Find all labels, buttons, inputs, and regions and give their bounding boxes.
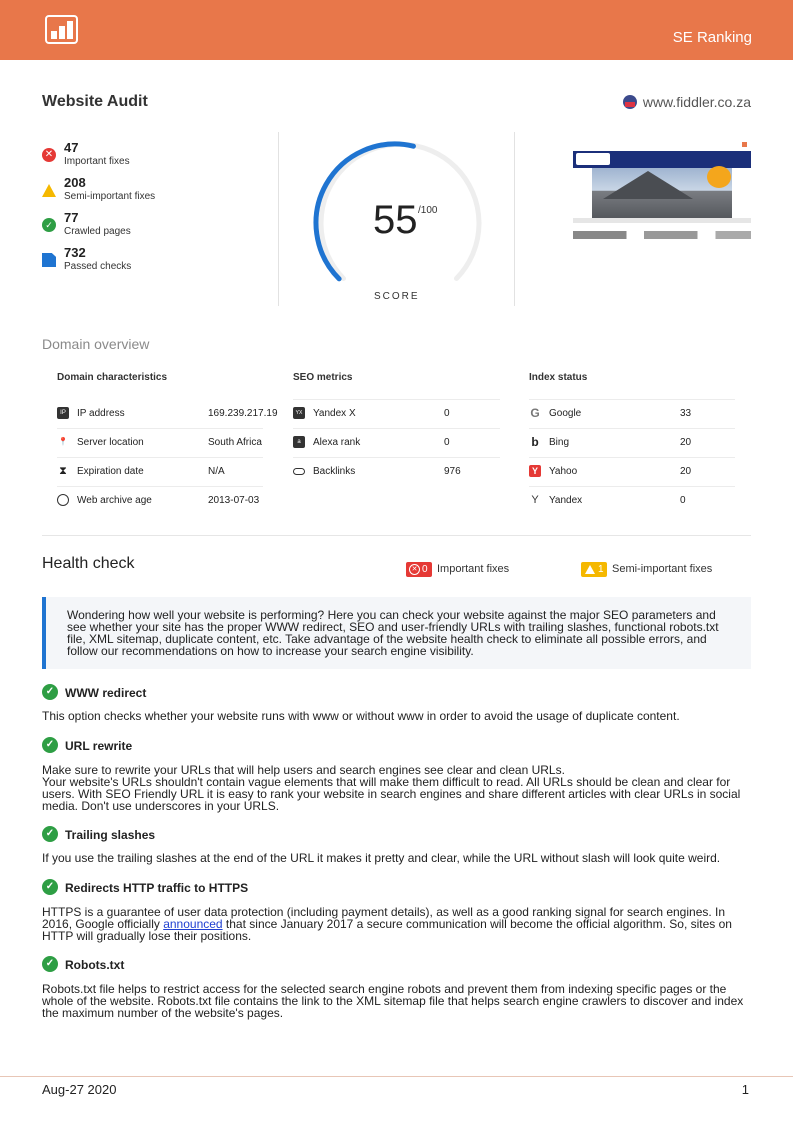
check-description: If you use the trailing slashes at the end of the URL it makes it pretty and clear, while the URL without slash will look quite weird. (42, 851, 721, 865)
index-row-google (529, 399, 735, 428)
check-trailing-slashes (42, 826, 751, 864)
stat-label: Crawled pages (64, 226, 131, 237)
score-label: SCORE (374, 291, 420, 302)
stat-value: 732 (64, 245, 86, 260)
check-description-more: Your website's URLs shouldn't contain vague elements that will make them difficult to read. All URLs should be clean and clear for users. With SEO Friendly URL it is easy to rank your website in search engines and share different articles with clear URLs in social media. Don't use underscores in your URLS. (42, 775, 741, 813)
row-key: Yandex X (313, 408, 356, 419)
stat-value: 208 (64, 175, 86, 190)
check-icon: ✓ (42, 684, 58, 700)
row-value: 0 (444, 437, 450, 448)
check-https-redirect (42, 879, 751, 942)
check-www-redirect (42, 684, 751, 722)
row-key: Alexa rank (313, 437, 361, 448)
stat-label: Semi-important fixes (64, 191, 156, 202)
thumbnail-logo (576, 153, 610, 165)
brand-name: SE Ranking (672, 29, 752, 46)
check-icon: ✓ (42, 879, 58, 895)
domain-row-expiration (57, 457, 263, 486)
thumbnail-roof (603, 171, 693, 199)
domain-row-ip (57, 399, 278, 428)
row-key: Expiration date (77, 466, 144, 477)
row-value: 976 (444, 466, 461, 477)
row-value: 169.239.217.19 (208, 408, 278, 419)
yandex-x-icon: YX (293, 407, 305, 419)
check-icon: ✓ (42, 218, 56, 232)
health-check-title: Health check (42, 555, 135, 572)
row-value: 0 (680, 495, 686, 506)
check-description: Robots.txt file helps to restrict access for the selected search engine robots and prevent them from indexing specific pages or the whole of the website. Robots.txt file contains the link to the XML sitemap file that helps search engine crawlers to discover and index the maximum number of the website's pages. (42, 982, 744, 1020)
stat-value: 77 (64, 210, 79, 225)
row-key: Yahoo (549, 466, 578, 477)
seo-row-yandex-x (293, 399, 500, 428)
ip-icon: IP (57, 407, 69, 419)
semi-important-fixes-count: 1 (598, 564, 604, 575)
check-text-b: that since January 2017 a secure communication will become the official algorithm. So, sites on HTTP will gradually lose their positions. (42, 917, 732, 943)
footer-date: Aug-27 2020 (42, 1082, 117, 1097)
seo-metrics-title: SEO metrics (293, 372, 353, 383)
check-robots-txt (42, 956, 751, 1019)
page-number: 1 (741, 1082, 749, 1097)
clock-icon (57, 494, 69, 506)
thumbnail-badge (707, 166, 731, 188)
check-title: Robots.txt (65, 958, 125, 972)
chart-logo-icon (45, 15, 78, 44)
yahoo-icon: Y (529, 465, 541, 477)
row-value: N/A (208, 466, 225, 477)
location-pin-icon: 📍 (58, 437, 68, 446)
error-icon: ✕ (42, 148, 56, 162)
domain-characteristics-title: Domain characteristics (57, 372, 168, 383)
bing-icon: b (531, 435, 539, 449)
page-title: Website Audit (42, 93, 148, 110)
audit-stats (42, 140, 155, 280)
row-key: Server location (77, 437, 144, 448)
row-key: Yandex (549, 495, 583, 506)
check-description (42, 906, 751, 942)
important-fixes-count: 0 (422, 564, 428, 575)
intro-text: Wondering how well your website is performing? Here you can check your website against the major SEO parameters and see whether your site has the proper WWW redirect, SEO and user-friendly URLs with trailing slashes, functional robots.txt file, XML sitemap, duplicate content, etc. Take advantage of the website health check to eliminate all possible errors, and follow our recommendations on how to increase your search engine visibility. (67, 608, 719, 658)
link-icon (293, 468, 305, 475)
row-key: Bing (549, 437, 570, 448)
divider (514, 132, 515, 306)
row-key: Google (549, 408, 582, 419)
stat-crawled-pages (42, 210, 155, 245)
index-row-bing (529, 428, 735, 457)
check-icon: ✓ (42, 737, 58, 753)
index-row-yahoo (529, 457, 735, 486)
health-check-intro (42, 597, 751, 669)
stat-label: Important fixes (64, 156, 130, 167)
footer-divider (0, 1076, 793, 1077)
row-value: South Africa (208, 437, 262, 448)
domain-row-archive (57, 486, 263, 515)
semi-important-fixes-badge (581, 562, 607, 577)
check-icon: ✓ (42, 956, 58, 972)
stat-label: Passed checks (64, 261, 132, 272)
website-thumbnail[interactable] (573, 141, 751, 239)
site-url-text: www.fiddler.co.za (642, 94, 751, 110)
thumbnail-caption (573, 218, 751, 223)
divider (278, 132, 279, 306)
row-value: 20 (680, 437, 692, 448)
domain-overview-title: Domain overview (42, 336, 150, 352)
stat-important-fixes (42, 140, 155, 175)
semi-important-fixes-label: Semi-important fixes (612, 563, 713, 575)
stat-passed-checks (42, 245, 155, 280)
score-max: /100 (418, 205, 438, 216)
check-title: WWW redirect (65, 686, 147, 700)
row-key: Backlinks (313, 466, 356, 477)
warning-icon (585, 565, 595, 574)
alexa-icon: a (293, 436, 305, 448)
warning-icon (42, 183, 56, 197)
check-description: This option checks whether your website runs with www or without www in order to avoid the usage of duplicate content. (42, 709, 680, 723)
score-value: 55 (373, 198, 418, 242)
section-divider (42, 535, 751, 536)
check-icon: ✓ (42, 826, 58, 842)
row-value: 2013-07-03 (208, 495, 260, 506)
document-icon (42, 253, 56, 267)
yandex-icon: Y (531, 494, 539, 506)
site-favicon-icon (623, 95, 637, 109)
row-key: IP address (77, 408, 125, 419)
index-row-yandex (529, 486, 735, 515)
site-url[interactable] (623, 94, 751, 110)
seo-row-backlinks (293, 457, 500, 486)
seo-row-alexa (293, 428, 500, 457)
hourglass-icon: ⧗ (59, 465, 67, 477)
google-icon: G (530, 406, 540, 420)
thumbnail-close-icon (742, 142, 747, 147)
stat-semi-important-fixes (42, 175, 155, 210)
announced-link[interactable]: announced (163, 917, 223, 931)
thumbnail-product-row (573, 231, 751, 239)
check-title: Redirects HTTP traffic to HTTPS (65, 881, 249, 895)
row-value: 33 (680, 408, 692, 419)
important-fixes-badge (406, 562, 432, 577)
check-title: URL rewrite (65, 739, 133, 753)
check-url-rewrite (42, 737, 751, 812)
error-icon: ✕ (409, 564, 420, 575)
check-title: Trailing slashes (65, 828, 156, 842)
index-status-title: Index status (529, 372, 588, 383)
check-text-a: HTTPS is a guarantee of user data protection (including payment details), as well as a good ranking signal for search engines. In 2016, Google officially (42, 905, 726, 931)
row-value: 0 (444, 408, 450, 419)
stat-value: 47 (64, 140, 79, 155)
domain-row-server (57, 428, 263, 457)
header-bar (0, 0, 793, 60)
important-fixes-label: Important fixes (437, 563, 510, 575)
row-value: 20 (680, 466, 692, 477)
row-key: Web archive age (77, 495, 152, 506)
check-description: Make sure to rewrite your URLs that will help users and search engines see clear and clean URLs. (42, 763, 565, 777)
